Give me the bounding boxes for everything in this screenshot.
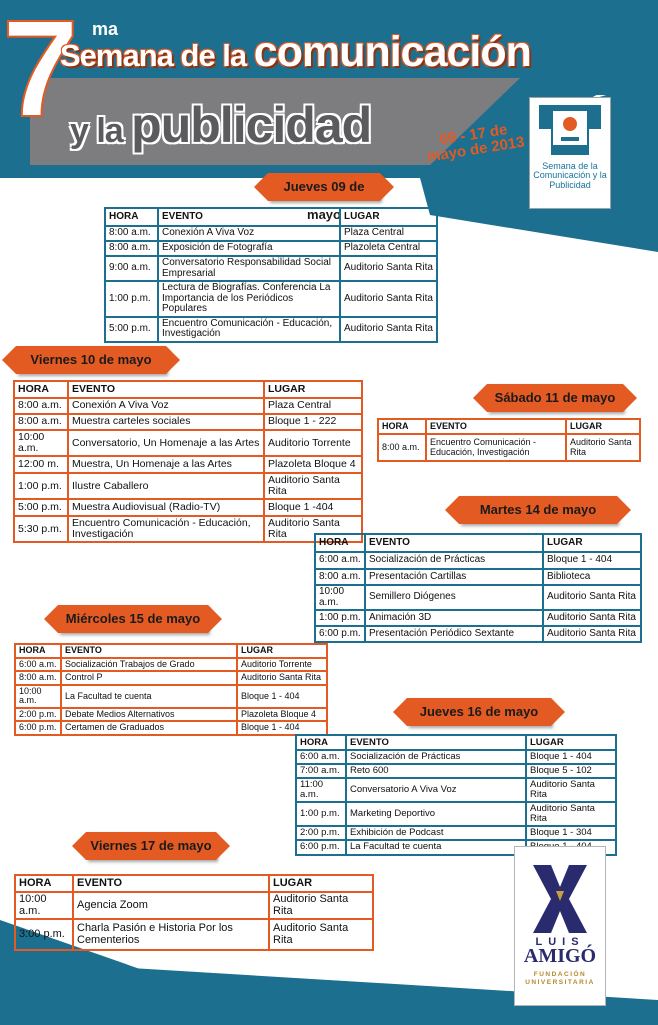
table-row (315, 585, 641, 610)
table-row (315, 610, 641, 626)
cell-hora: 8:00 a.m. (14, 398, 68, 414)
schedule-table-viernes-10 (13, 380, 363, 543)
table-row (15, 892, 373, 919)
schedule-table-martes-14 (314, 533, 642, 643)
cell-hora: 8:00 a.m. (105, 241, 158, 256)
cell-hora: 10:00 a.m. (315, 585, 365, 610)
edition-number: 7 (2, 0, 73, 146)
col-lugar: LUGAR (566, 419, 640, 434)
schedule-table-miercoles-15 (14, 643, 328, 736)
cell-evento: Exposición de Fotografía (158, 241, 340, 256)
cell-hora: 8:00 a.m. (315, 569, 365, 585)
title-line-2-b: publicidad (131, 97, 372, 153)
cell-hora: 3:00 p.m. (15, 919, 73, 950)
table-header (14, 381, 362, 398)
cell-hora: 8:00 a.m. (378, 434, 426, 461)
cell-hora: 2:00 p.m. (296, 826, 346, 840)
cell-hora: 6:00 p.m. (15, 721, 61, 735)
cell-evento: Socialización de Prácticas (365, 552, 543, 569)
table-row (15, 671, 327, 684)
table-row (15, 708, 327, 721)
cell-lugar: Auditorio Santa Rita (269, 919, 373, 950)
table-row (105, 317, 437, 342)
cell-evento: Presentación Cartillas (365, 569, 543, 585)
day-title-sabado-11: Sábado 11 de mayo (487, 384, 623, 412)
cell-lugar: Auditorio Santa Rita (526, 802, 616, 826)
cell-hora: 6:00 p.m. (315, 626, 365, 642)
table-header (315, 534, 641, 552)
col-evento: EVENTO (73, 875, 269, 892)
col-hora: HORA (15, 644, 61, 658)
cell-hora: 6:00 a.m. (296, 750, 346, 764)
cell-evento: Charla Pasión e Historia Por los Cementerios (73, 919, 269, 950)
cell-hora: 10:00 a.m. (14, 430, 68, 456)
event-logo-caption: Semana de la Comunicación y la Publicidad (533, 161, 607, 190)
title-line-2-a: y la (70, 112, 132, 150)
cell-evento: Ilustre Caballero (68, 473, 264, 499)
cell-evento: Exhibición de Podcast (346, 826, 526, 840)
table-row (14, 516, 362, 542)
table-header (105, 208, 437, 226)
table-row (14, 499, 362, 516)
cell-hora: 5:00 p.m. (105, 317, 158, 342)
cell-evento: Muestra, Un Homenaje a las Artes (68, 456, 264, 473)
day-title-jueves-16: Jueves 16 de mayo (407, 698, 551, 726)
cell-lugar: Bloque 1 - 404 (543, 552, 641, 569)
cell-hora: 6:00 a.m. (15, 658, 61, 671)
university-subtitle: FUNDACIÓN UNIVERSITARIA (525, 971, 595, 987)
col-lugar: LUGAR (526, 735, 616, 750)
cell-hora: 11:00 a.m. (296, 778, 346, 802)
col-lugar: LUGAR (264, 381, 362, 398)
col-hora: HORA (14, 381, 68, 398)
schedule-table-viernes-17 (14, 874, 374, 951)
cell-lugar: Bloque 1 - 304 (526, 826, 616, 840)
cell-evento: Muestra Audiovisual (Radio-TV) (68, 499, 264, 516)
cell-evento: Conexión A Viva Voz (68, 398, 264, 414)
cell-evento: Socialización Trabajos de Grado (61, 658, 237, 671)
col-hora: HORA (15, 875, 73, 892)
table-header (15, 875, 373, 892)
title-line-1-a: Semana de la (60, 38, 254, 73)
cell-lugar: Plaza Central (264, 398, 362, 414)
col-evento: EVENTO (346, 735, 526, 750)
table-row (15, 919, 373, 950)
cell-lugar: Auditorio Santa Rita (566, 434, 640, 461)
cell-lugar: Auditorio Santa Rita (237, 671, 327, 684)
table-row (14, 398, 362, 414)
table-header (15, 644, 327, 658)
cell-lugar: Bloque 1 -404 (264, 499, 362, 516)
cell-evento: Control P (61, 671, 237, 684)
cell-evento: La Facultad te cuenta (61, 685, 237, 708)
table-row (105, 256, 437, 281)
cell-lugar: Bloque 1 - 222 (264, 414, 362, 430)
schedule-table-sabado-11 (377, 418, 641, 462)
cell-evento: La Facultad te cuenta (346, 840, 526, 855)
cell-lugar: Plazoleta Central (340, 241, 437, 256)
col-hora: HORA (105, 208, 158, 226)
cell-evento: Encuentro Comunicación - Educación, Investigación (68, 516, 264, 542)
title-line-2 (70, 96, 371, 154)
col-hora: HORA (378, 419, 426, 434)
event-logo (529, 97, 611, 209)
table-row (14, 430, 362, 456)
cell-evento: Certamen de Graduados (61, 721, 237, 735)
day-title-viernes-17: Viernes 17 de mayo (86, 832, 216, 860)
cell-lugar: Auditorio Torrente (237, 658, 327, 671)
cell-hora: 5:30 p.m. (14, 516, 68, 542)
title-line-1 (60, 28, 531, 77)
col-hora: HORA (296, 735, 346, 750)
day-title-viernes-10: Viernes 10 de mayo (16, 346, 166, 374)
day-title-jueves-09: Jueves 09 de mayo (268, 173, 380, 201)
cell-hora: 6:00 a.m. (315, 552, 365, 569)
cell-lugar: Biblioteca (543, 569, 641, 585)
table-header (378, 419, 640, 434)
cell-evento: Conversatorio Responsabilidad Social Empresarial (158, 256, 340, 281)
table-row (315, 552, 641, 569)
cell-hora: 1:00 p.m. (105, 281, 158, 317)
cell-hora: 2:00 p.m. (15, 708, 61, 721)
cell-hora: 8:00 a.m. (14, 414, 68, 430)
schedule-table-jueves-09 (104, 207, 438, 343)
col-evento: EVENTO (426, 419, 566, 434)
table-row (105, 241, 437, 256)
cell-evento: Muestra carteles sociales (68, 414, 264, 430)
col-evento: EVENTO (365, 534, 543, 552)
table-row (296, 750, 616, 764)
cell-lugar: Bloque 1 - 404 (237, 721, 327, 735)
cell-lugar: Auditorio Santa Rita (269, 892, 373, 919)
university-emblem-icon (529, 861, 591, 937)
col-lugar: LUGAR (340, 208, 437, 226)
table-row (14, 473, 362, 499)
day-title-martes-14: Martes 14 de mayo (459, 496, 617, 524)
cell-hora: 8:00 a.m. (15, 671, 61, 684)
table-row (315, 569, 641, 585)
cell-lugar: Auditorio Santa Rita (543, 610, 641, 626)
table-row (296, 802, 616, 826)
cell-hora: 5:00 p.m. (14, 499, 68, 516)
cell-lugar: Bloque 5 - 102 (526, 764, 616, 778)
day-title-miercoles-15: Miércoles 15 de mayo (58, 605, 208, 633)
cell-hora: 1:00 p.m. (315, 610, 365, 626)
cell-evento: Presentación Periódico Sextante (365, 626, 543, 642)
cell-hora: 7:00 a.m. (296, 764, 346, 778)
university-name-bottom: AMIGÓ (523, 945, 597, 967)
cell-hora: 1:00 p.m. (14, 473, 68, 499)
table-row (14, 414, 362, 430)
cell-lugar: Bloque 1 - 404 (526, 750, 616, 764)
cell-lugar: Auditorio Santa Rita (526, 778, 616, 802)
schedule-table-jueves-16 (295, 734, 617, 856)
cell-lugar: Auditorio Santa Rita (264, 473, 362, 499)
table-row (15, 721, 327, 735)
cell-evento: Conversatorio, Un Homenaje a las Artes (68, 430, 264, 456)
cell-evento: Reto 600 (346, 764, 526, 778)
table-row (378, 434, 640, 461)
cell-evento: Encuentro Comunicación - Educación, Investigación (158, 317, 340, 342)
cell-hora: 10:00 a.m. (15, 892, 73, 919)
cell-hora: 8:00 a.m. (105, 226, 158, 241)
cell-lugar: Auditorio Santa Rita (543, 626, 641, 642)
table-row (296, 764, 616, 778)
cell-lugar: Auditorio Santa Rita (543, 585, 641, 610)
cell-evento: Semillero Diógenes (365, 585, 543, 610)
table-row (15, 658, 327, 671)
table-header (296, 735, 616, 750)
cell-lugar: Auditorio Santa Rita (340, 317, 437, 342)
cell-evento: Encuentro Comunicación - Educación, Investigación (426, 434, 566, 461)
table-row (15, 685, 327, 708)
event-dates: 09 - 17 de mayo de 2013 (425, 121, 526, 166)
event-logo-mark-icon (539, 105, 601, 155)
cell-lugar: Auditorio Santa Rita (264, 516, 362, 542)
cell-lugar: Bloque 1 - 404 (237, 685, 327, 708)
table-row (14, 456, 362, 473)
cell-evento: Socialización de Prácticas (346, 750, 526, 764)
cell-hora: 1:00 p.m. (296, 802, 346, 826)
university-logo (514, 846, 606, 1006)
cell-hora: 6:00 p.m. (296, 840, 346, 855)
edition-ordinal: ma (92, 19, 119, 39)
table-row (105, 281, 437, 317)
cell-evento: Agencia Zoom (73, 892, 269, 919)
university-name-top: LUIS (535, 936, 585, 948)
cell-lugar: Auditorio Santa Rita (340, 256, 437, 281)
cell-hora: 12:00 m. (14, 456, 68, 473)
col-hora: HORA (315, 534, 365, 552)
cell-evento: Debate Medios Alternativos (61, 708, 237, 721)
col-evento: EVENTO (61, 644, 237, 658)
cell-lugar: Auditorio Santa Rita (340, 281, 437, 317)
cell-evento: Animación 3D (365, 610, 543, 626)
table-row (315, 626, 641, 642)
col-lugar: LUGAR (543, 534, 641, 552)
cell-evento: Lectura de Biografías. Conferencia La Importancia de los Periódicos Populares (158, 281, 340, 317)
cell-evento: Marketing Deportivo (346, 802, 526, 826)
title-line-1-b: comunicación (253, 28, 531, 76)
cell-lugar: Plaza Central (340, 226, 437, 241)
col-lugar: LUGAR (269, 875, 373, 892)
table-row (296, 778, 616, 802)
col-evento: EVENTO (158, 208, 340, 226)
cell-evento: Conversatorio A Viva Voz (346, 778, 526, 802)
cell-evento: Conexión A Viva Voz (158, 226, 340, 241)
cell-hora: 9:00 a.m. (105, 256, 158, 281)
col-evento: EVENTO (68, 381, 264, 398)
table-row (296, 826, 616, 840)
cell-lugar: Plazoleta Bloque 4 (237, 708, 327, 721)
cell-lugar: Auditorio Torrente (264, 430, 362, 456)
col-lugar: LUGAR (237, 644, 327, 658)
cell-lugar: Plazoleta Bloque 4 (264, 456, 362, 473)
cell-hora: 10:00 a.m. (15, 685, 61, 708)
table-row (105, 226, 437, 241)
